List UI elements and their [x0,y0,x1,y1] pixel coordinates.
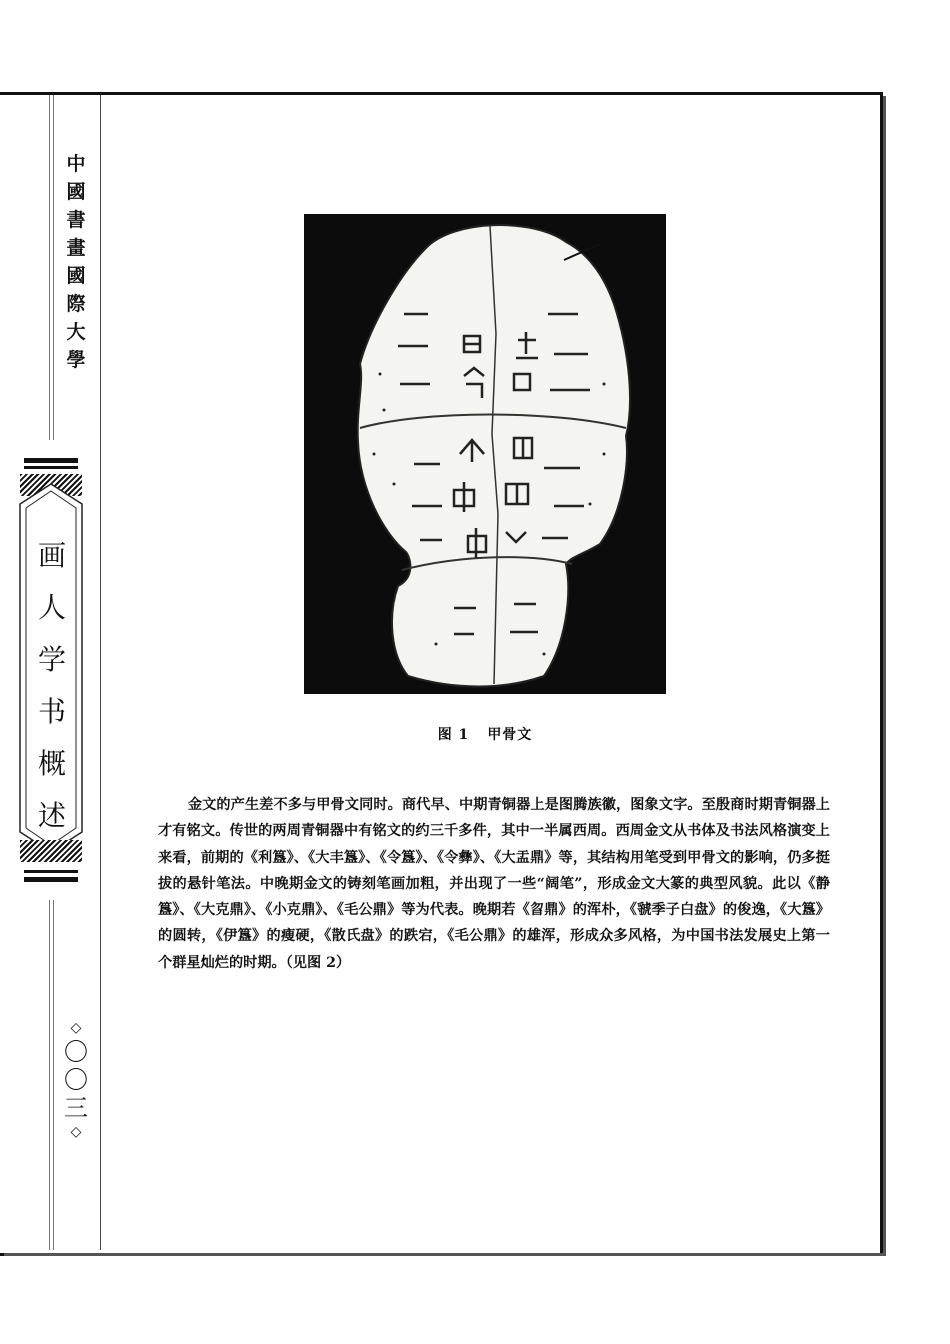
diamond-icon: ◇ [70,1124,82,1140]
frame-shadow-right [883,96,886,1253]
sidebar-rule-bottom [49,900,54,1250]
title-char: 学 [37,643,66,676]
school-char: 大 [66,321,86,343]
school-char: 中 [66,153,86,175]
oracle-bone-photo [304,214,666,694]
title-char: 书 [37,695,66,728]
school-char: 國 [66,265,86,287]
title-char: 述 [37,799,66,832]
page-digit: 〇 [64,1038,88,1066]
title-bar-top-1 [24,458,78,463]
school-char: 際 [66,293,86,315]
sidebar-divider [100,95,101,1250]
school-char: 國 [66,181,86,203]
figure-number: 图 1 [437,727,470,743]
school-char: 書 [66,209,86,231]
page-number [62,1018,90,1142]
title-char: 概 [37,747,66,780]
sidebar-rule-top [49,95,54,440]
page-digit: 三 [64,1094,88,1122]
title-hatch-bottom [20,840,82,862]
title-bar-bottom-2 [24,877,78,882]
school-name [62,150,90,374]
frame-shadow-bottom [4,1253,886,1256]
figure-caption [300,724,670,744]
paragraph: 金文的产生差不多与甲骨文同时。商代早、中期青铜器上是图腾族徽，图象文字。至殷商时期青铜器上才有铭文。传世的两周青铜器中有铭文的约三千多件，其中一半属西周。西周金文从书体及书法风格演变上来看，前期的《利簋》、《大丰簋》、《令簋》、《令彝》、《大盂鼎》等，其结构用笔受到甲骨文的影响，仍多挺拔的悬针笔法。中晚期金文的铸刻笔画加粗，并出现了一些“阔笔”，形成金文大篆的典型风貌。此以《静簋》、《大克鼎》、《小克鼎》、《毛公鼎》等为代表。晚期若《曶鼎》的浑朴，《虢季子白盘》的俊逸，《大簋》的圆转，《伊簋》的瘦硬，《散氏盘》的跌宕，《毛公鼎》的雄浑，形成众多风格，为中国书法发展史上第一个群星灿烂的时期。（见图 2） [158,797,830,971]
figure-title: 甲骨文 [487,727,533,743]
school-char: 學 [66,349,86,371]
title-bar-bottom-1 [24,870,78,873]
school-char: 畫 [66,237,86,259]
book-title [34,530,70,842]
page-digit: 〇 [64,1066,88,1094]
title-char: 画 [37,539,66,572]
diamond-icon: ◇ [70,1020,82,1036]
title-bar-top-2 [24,466,78,469]
body-text [158,792,830,976]
title-char: 人 [37,591,66,624]
